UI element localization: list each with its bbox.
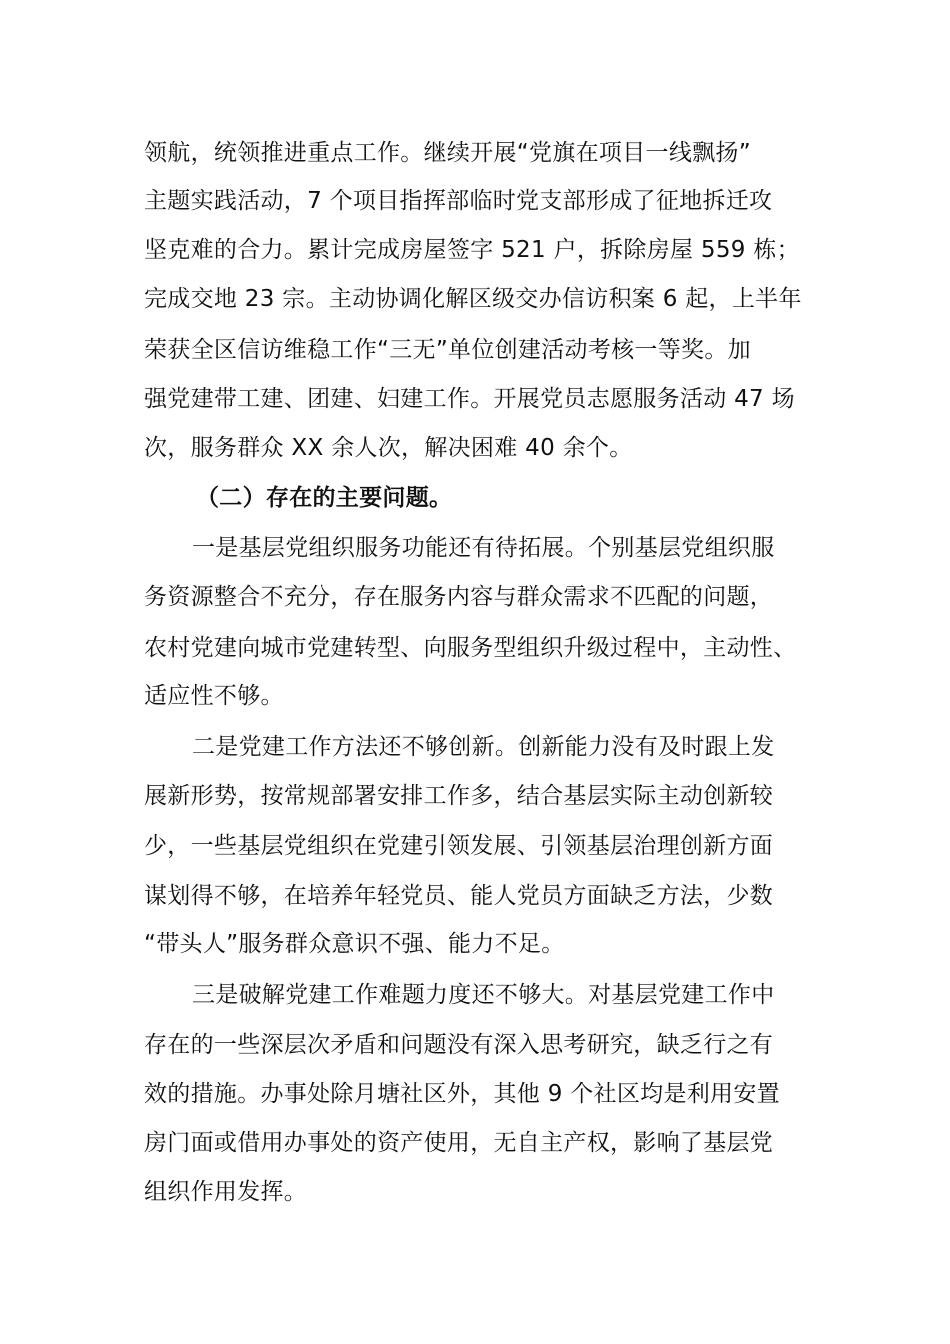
paragraph-line: 主题实践活动，7 个项目指挥部临时党支部形成了征地拆迁攻 [144, 188, 773, 214]
paragraph-line: 效的措施。办事处除月塘社区外，其他 9 个社区均是利用安置 [144, 1081, 780, 1107]
paragraph-line: 少，一些基层党组织在党建引领发展、引领基层治理创新方面 [144, 833, 774, 859]
paragraph-line: 次，服务群众 XX 余人次，解决困难 40 余个。 [144, 435, 633, 461]
paragraph-line: “带头人”服务群众意识不强、能力不足。 [144, 931, 565, 957]
paragraph-line: 谋划得不够，在培养年轻党员、能人党员方面缺乏方法，少数 [144, 883, 774, 909]
paragraph-line: 房门面或借用办事处的资产使用，无自主产权，影响了基层党 [144, 1130, 774, 1156]
paragraph-line: 组织作用发挥。 [144, 1179, 308, 1205]
paragraph-line: 完成交地 23 宗。主动协调化解区级交办信访积案 6 起，上半年 [144, 286, 802, 312]
paragraph-line: 农村党建向城市党建转型、向服务型组织升级过程中，主动性、 [144, 635, 797, 661]
paragraph-line: 领航，统领推进重点工作。继续开展“党旗在项目一线飘扬” [144, 140, 751, 166]
paragraph-line: 荣获全区信访维稳工作“三无”单位创建活动考核一等奖。加 [144, 337, 751, 363]
paragraph-line: 务资源整合不充分，存在服务内容与群众需求不匹配的问题， [144, 584, 774, 610]
paragraph-line: 强党建带工建、团建、妇建工作。开展党员志愿服务活动 47 场 [144, 386, 795, 412]
section-heading: （二）存在的主要问题。 [196, 485, 453, 511]
paragraph-first-line: 二是党建工作方法还不够创新。创新能力没有及时跟上发 [192, 734, 775, 760]
paragraph-first-line: 三是破解党建工作难题力度还不够大。对基层党建工作中 [192, 982, 775, 1008]
paragraph-first-line: 一是基层党组织服务功能还有待拓展。个别基层党组织服 [192, 535, 775, 561]
paragraph-line: 展新形势，按常规部署安排工作多，结合基层实际主动创新较 [144, 783, 774, 809]
paragraph-line: 坚克难的合力。累计完成房屋签字 521 户，拆除房屋 559 栋； [144, 237, 800, 263]
paragraph-line: 适应性不够。 [144, 683, 284, 709]
paragraph-line: 存在的一些深层次矛盾和问题没有深入思考研究，缺乏行之有 [144, 1032, 774, 1058]
